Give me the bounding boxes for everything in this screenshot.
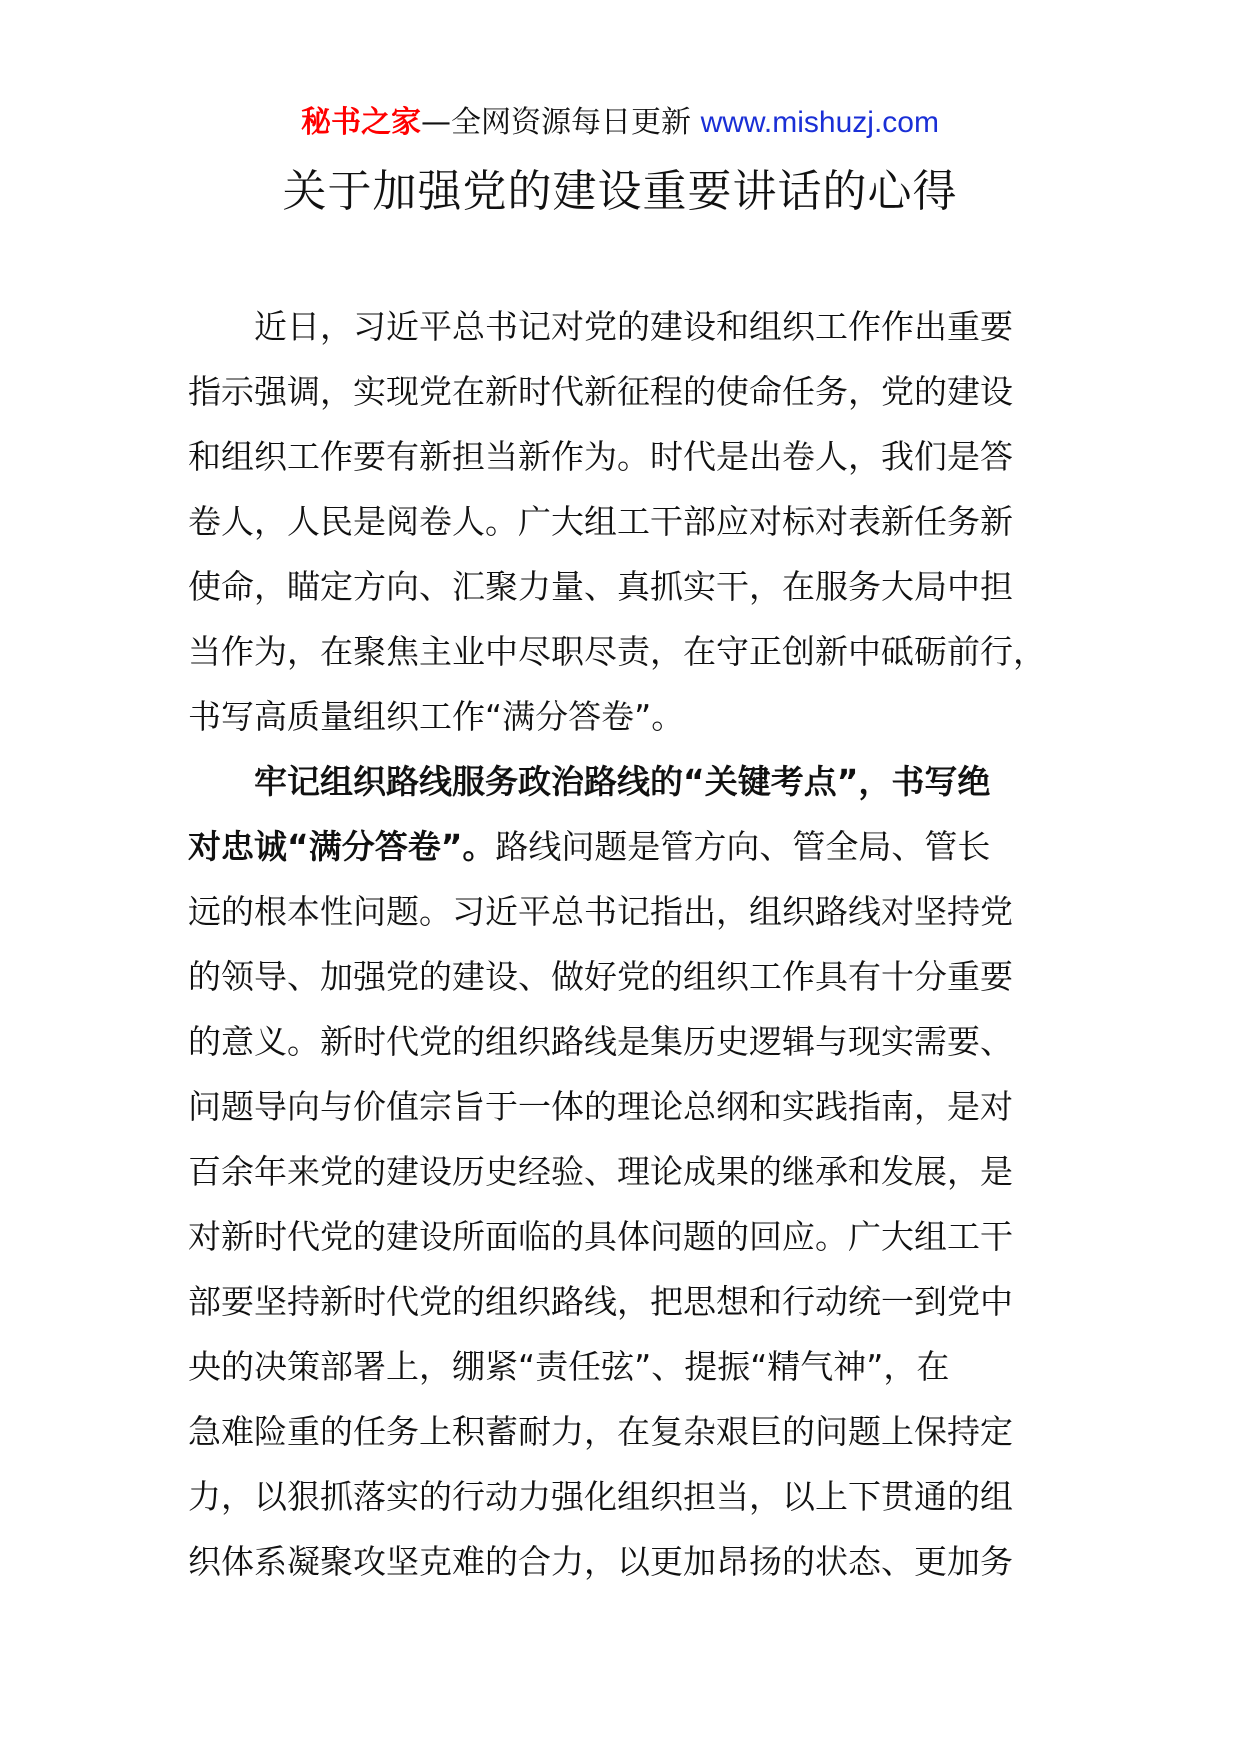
section-heading-line: 牢记组织路线服务政治路线的“关键考点”，书写绝 <box>254 762 991 801</box>
brand-name: 秘书之家 <box>301 105 422 140</box>
text-line: 指示强调，实现党在新时代新征程的使命任务，党的建设 <box>188 372 1013 411</box>
text-line: 部要坚持新时代党的组织路线，把思想和行动统一到党中 <box>188 1282 1013 1321</box>
text-line: 织体系凝聚攻坚克难的合力，以更加昂扬的状态、更加务 <box>188 1542 1013 1581</box>
text-line: 对新时代党的建设所面临的具体问题的回应。广大组工干 <box>188 1217 1013 1256</box>
paragraph-section-one <box>188 749 1048 1594</box>
text-line: 书写高质量组织工作“满分答卷”。 <box>188 697 685 736</box>
text-line: 急难险重的任务上积蓄耐力，在复杂艰巨的问题上保持定 <box>188 1412 1013 1451</box>
site-header <box>0 103 1240 143</box>
text-line: 力，以狠抓落实的行动力强化组织担当，以上下贯通的组 <box>188 1477 1013 1516</box>
document-body <box>188 294 1048 1594</box>
site-url-link[interactable]: www.mishuzj.com <box>700 106 939 139</box>
text-line: 和组织工作要有新担当新作为。时代是出卷人，我们是答 <box>188 437 1013 476</box>
text-line: 当作为，在聚焦主业中尽职尽责，在守正创新中砥砺前行， <box>188 632 1046 671</box>
text-line: 的领导、加强党的建设、做好党的组织工作具有十分重要 <box>188 957 1013 996</box>
document-title: 关于加强党的建设重要讲话的心得 <box>282 166 958 217</box>
text-line: 近日，习近平总书记对党的建设和组织工作作出重要 <box>254 307 1013 346</box>
text-fragment: 路线问题是管方向、管全局、管长 <box>495 827 991 866</box>
paragraph-intro <box>188 294 1048 749</box>
section-heading-end: 对忠诚“满分答卷”。 <box>188 827 496 866</box>
text-line: 央的决策部署上，绷紧“责任弦”、提振“精气神”，在 <box>188 1347 950 1386</box>
text-line: 远的根本性问题。习近平总书记指出，组织路线对坚持党 <box>188 892 1013 931</box>
text-line <box>188 814 1048 879</box>
text-line: 问题导向与价值宗旨于一体的理论总纲和实践指南，是对 <box>188 1087 1013 1126</box>
text-line: 卷人，人民是阅卷人。广大组工干部应对标对表新任务新 <box>188 502 1013 541</box>
header-tagline: —全网资源每日更新 <box>421 105 692 140</box>
text-line: 百余年来党的建设历史经验、理论成果的继承和发展，是 <box>188 1152 1013 1191</box>
text-line: 的意义。新时代党的组织路线是集历史逻辑与现实需要、 <box>188 1022 1013 1061</box>
text-line: 使命，瞄定方向、汇聚力量、真抓实干，在服务大局中担 <box>188 567 1013 606</box>
